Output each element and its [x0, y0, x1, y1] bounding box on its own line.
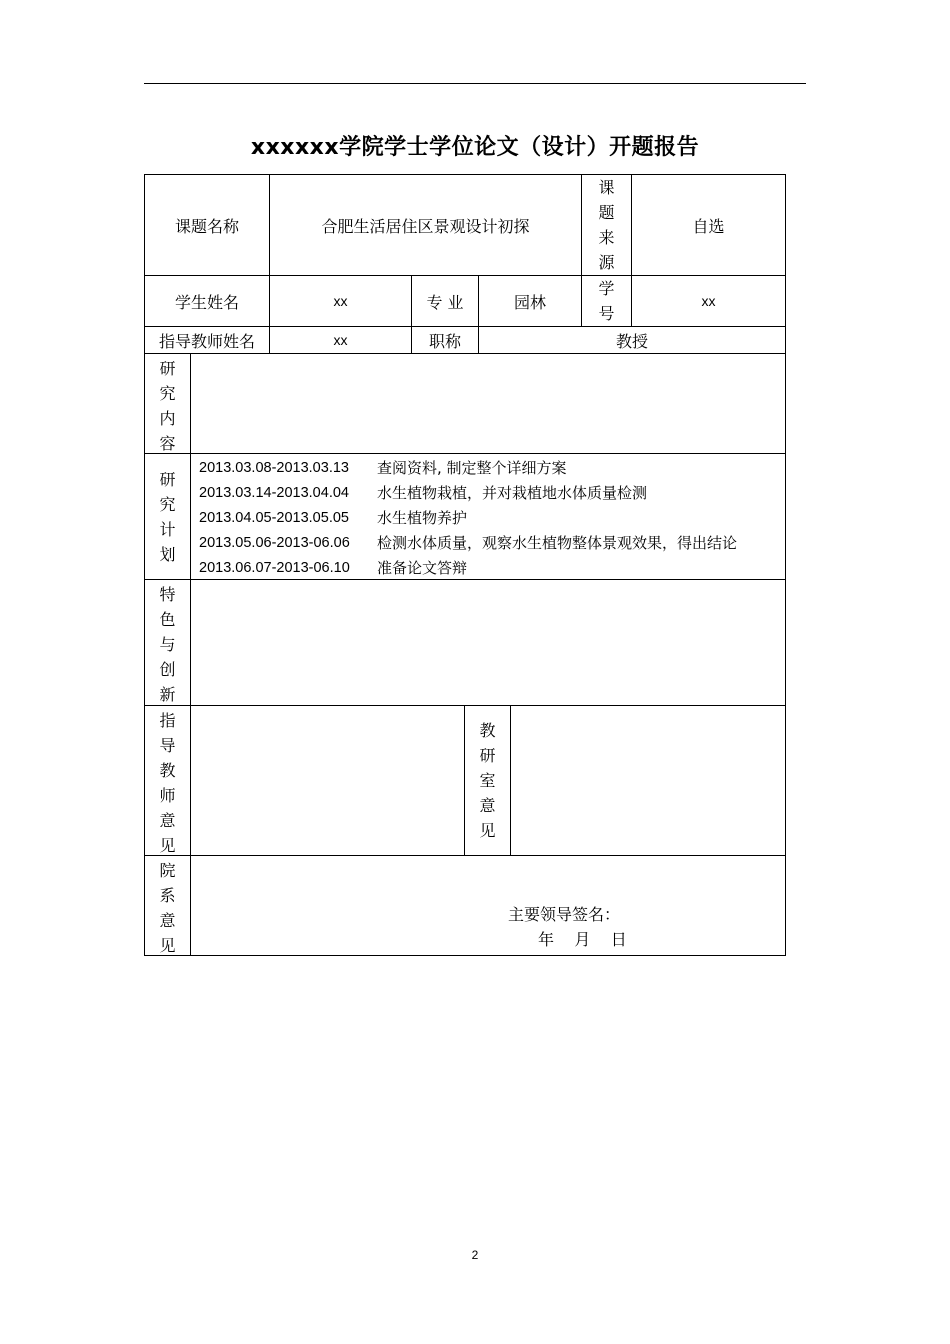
plan-task: 水生植物养护	[377, 509, 468, 527]
label-char: 研	[159, 469, 176, 489]
topic-label: 课题名称	[144, 174, 270, 276]
plan-date: 2013.03.08-2013.03.13	[199, 460, 349, 476]
label-char: 研	[159, 359, 176, 378]
source-label-char: 来	[598, 228, 615, 247]
label-char: 究	[159, 384, 176, 403]
plan-date: 2013.03.14-2013.04.04	[199, 485, 349, 501]
label-char: 新	[159, 685, 176, 704]
source-label-char: 题	[598, 203, 615, 222]
advisor-value: xx	[269, 326, 412, 354]
label-char: 与	[159, 635, 176, 654]
plan-task: 水生植物栽植，并对栽植地水体质量检测	[377, 484, 648, 502]
features-label-stack	[159, 582, 175, 707]
plan-task: 检测水体质量，观察水生植物整体景观效果，得出结论	[377, 534, 738, 552]
rank-label: 职称	[411, 326, 479, 354]
label-char: 见	[159, 836, 176, 855]
plan-task: 查阅资料, 制定整个详细方案	[377, 459, 567, 477]
label-char: 院	[159, 861, 176, 880]
research-content-label-stack	[159, 356, 175, 456]
research-content-label	[144, 353, 191, 454]
label-char: 创	[159, 660, 176, 679]
label-char: 研	[479, 746, 496, 765]
advisor-opinion-field[interactable]	[190, 705, 465, 856]
plan-date: 2013.06.07-2013-06.10	[199, 560, 350, 576]
research-plan-label	[144, 453, 191, 580]
leader-signature: 主要领导签名：	[508, 905, 621, 924]
label-char: 指	[159, 711, 176, 730]
label-char: 导	[159, 736, 176, 755]
plan-row	[199, 506, 785, 531]
advisor-opinion-label	[144, 705, 191, 856]
major-value: 园林	[478, 275, 582, 327]
plan-row	[199, 531, 785, 556]
student-id-label-char: 学	[598, 279, 615, 298]
research-content-field[interactable]	[190, 353, 786, 454]
plan-date: 2013.05.06-2013-06.06	[199, 535, 350, 551]
label-char: 内	[159, 409, 176, 428]
office-opinion-label	[464, 705, 511, 856]
label-char: 究	[159, 494, 176, 514]
date-line: 年 月 日	[538, 930, 627, 949]
plan-row	[199, 456, 785, 481]
dept-opinion-label	[144, 855, 191, 956]
source-value: 自选	[631, 174, 786, 276]
label-char: 划	[159, 544, 176, 564]
label-char: 见	[159, 936, 176, 955]
dept-opinion-label-stack	[159, 858, 175, 958]
student-id-label-char: 号	[598, 304, 615, 323]
label-char: 容	[159, 434, 176, 453]
label-char: 意	[479, 796, 496, 815]
advisor-opinion-label-stack	[159, 708, 175, 858]
page-title: xxxxxx学院学士学位论文（设计）开题报告	[250, 135, 700, 160]
label-char: 特	[159, 585, 176, 604]
label-char: 师	[159, 786, 176, 805]
label-char: 计	[159, 519, 176, 539]
major-label: 专 业	[411, 275, 479, 327]
label-char: 意	[159, 911, 176, 930]
source-label-stack	[598, 175, 614, 275]
source-label-char: 课	[598, 178, 615, 197]
advisor-label: 指导教师姓名	[144, 326, 270, 354]
student-name-value: xx	[269, 275, 412, 327]
rank-value: 教授	[478, 326, 786, 354]
features-label	[144, 579, 191, 706]
label-char: 教	[159, 761, 176, 780]
features-field[interactable]	[190, 579, 786, 706]
plan-row	[199, 481, 785, 506]
source-label-char: 源	[598, 253, 615, 272]
student-name-label: 学生姓名	[144, 275, 270, 327]
plan-date: 2013.04.05-2013.05.05	[199, 510, 349, 526]
student-id-value: xx	[631, 275, 786, 327]
student-id-label	[581, 275, 632, 327]
label-char: 见	[479, 821, 496, 840]
label-char: 意	[159, 811, 176, 830]
label-char: 室	[479, 771, 496, 790]
dept-opinion-field[interactable]	[190, 855, 786, 956]
research-plan-field	[190, 453, 786, 580]
label-char: 色	[159, 610, 176, 629]
student-id-label-stack	[598, 276, 614, 326]
label-char: 系	[159, 886, 176, 905]
header-rule	[144, 83, 806, 84]
source-label	[581, 174, 632, 276]
label-char: 教	[479, 721, 496, 740]
plan-task: 准备论文答辩	[377, 559, 468, 577]
office-opinion-field[interactable]	[510, 705, 786, 856]
plan-row	[199, 556, 785, 581]
research-plan-label-stack	[159, 467, 175, 567]
page-number: 2	[471, 1248, 479, 1262]
topic-value: 合肥生活居住区景观设计初探	[269, 174, 582, 276]
office-opinion-label-stack	[479, 718, 495, 843]
